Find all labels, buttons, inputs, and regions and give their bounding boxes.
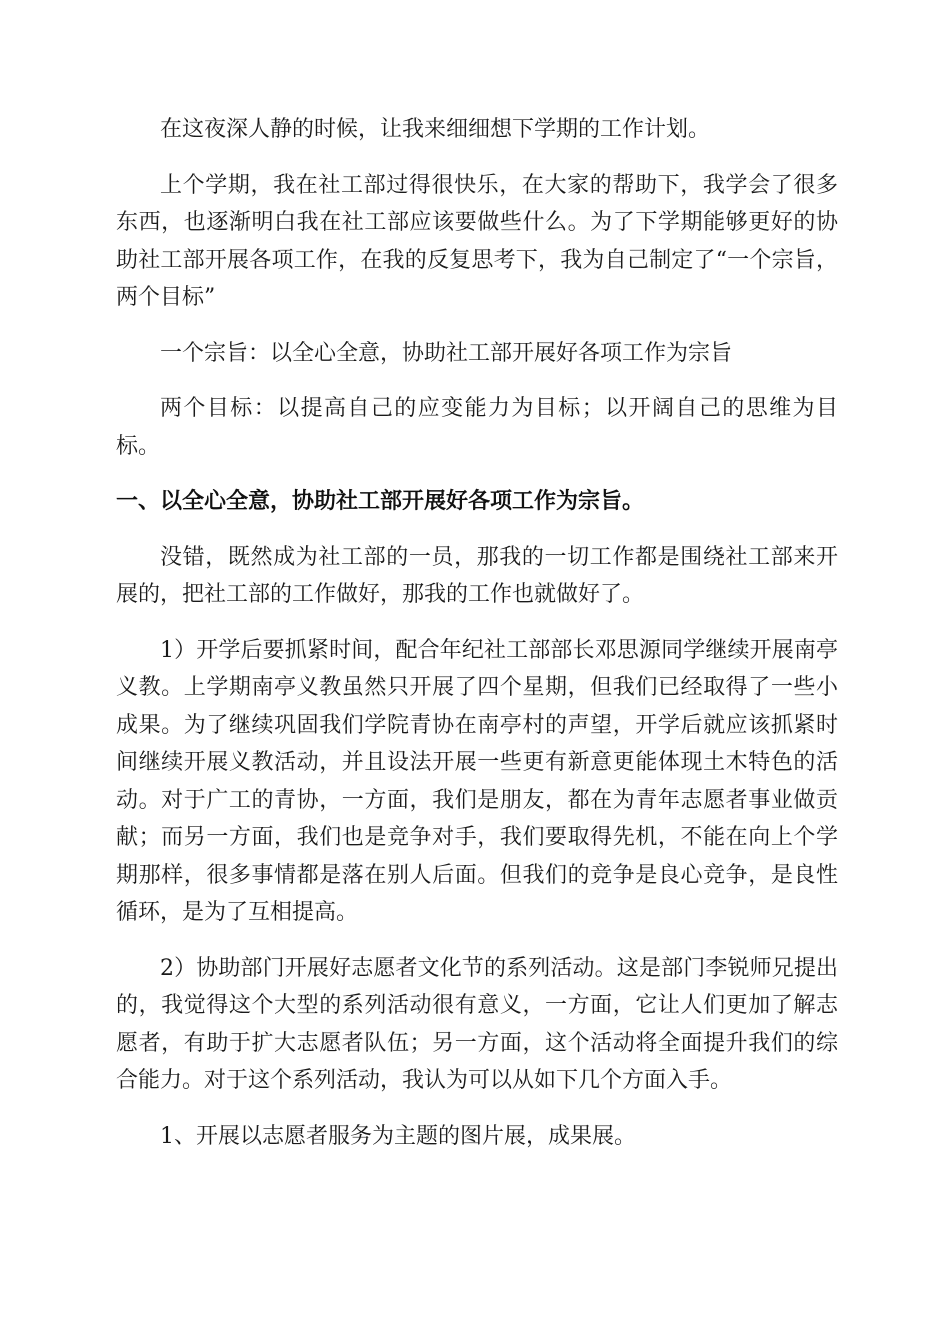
intro-paragraph: 在这夜深人静的时候，让我来细细想下学期的工作计划。 — [160, 117, 711, 142]
body-paragraph: 2）协助部门开展好志愿者文化节的系列活动。这是部门李锐师兄提出的，我觉得这个大型的系列活动很有意义，一方面，它让人们更加了解志愿者，有助于扩大志愿者队伍；另一方面，这个活动将全面提升我们的综合能力。对于这个系列活动，我认为可以从如下几个方面入手。 — [116, 955, 838, 1093]
purpose-paragraph: 一个宗旨：以全心全意，协助社工部开展好各项工作为宗旨 — [160, 340, 733, 366]
goals-paragraph: 两个目标：以提高自己的应变能力为目标；以开阔自己的思维为目标。 — [116, 396, 838, 459]
section-heading: 一、以全心全意，协助社工部开展好各项工作为宗旨。 — [116, 489, 645, 514]
document-content — [116, 111, 838, 1173]
body-paragraph: 1、开展以志愿者服务为主题的图片展，成果展。 — [160, 1123, 636, 1149]
body-paragraph: 1）开学后要抓紧时间，配合年纪社工部部长邓思源同学继续开展南亭义教。上学期南亭义教虽然只开展了四个星期，但我们已经取得了一些小成果。为了继续巩固我们学院青协在南亭村的声望，开学后就应该抓紧时间继续开展义教活动，并且设法开展一些更有新意更能体现土木特色的活动。对于广工的青协，一方面，我们是朋友，都在为青年志愿者事业做贡献；而另一方面，我们也是竞争对手，我们要取得先机，不能在向上个学期那样，很多事情都是落在别人后面。但我们的竞争是良心竞争，是良性循环，是为了互相提高。 — [116, 637, 838, 925]
body-paragraph: 没错，既然成为社工部的一员，那我的一切工作都是围绕社工部来开展的，把社工部的工作做好，那我的工作也就做好了。 — [116, 544, 838, 607]
last-semester-paragraph: 上个学期，我在社工部过得很快乐，在大家的帮助下，我学会了很多东西，也逐渐明白我在社工部应该要做些什么。为了下学期能够更好的协助社工部开展各项工作，在我的反复思考下，我为自己制定了“一个宗旨，两个目标” — [116, 172, 838, 310]
